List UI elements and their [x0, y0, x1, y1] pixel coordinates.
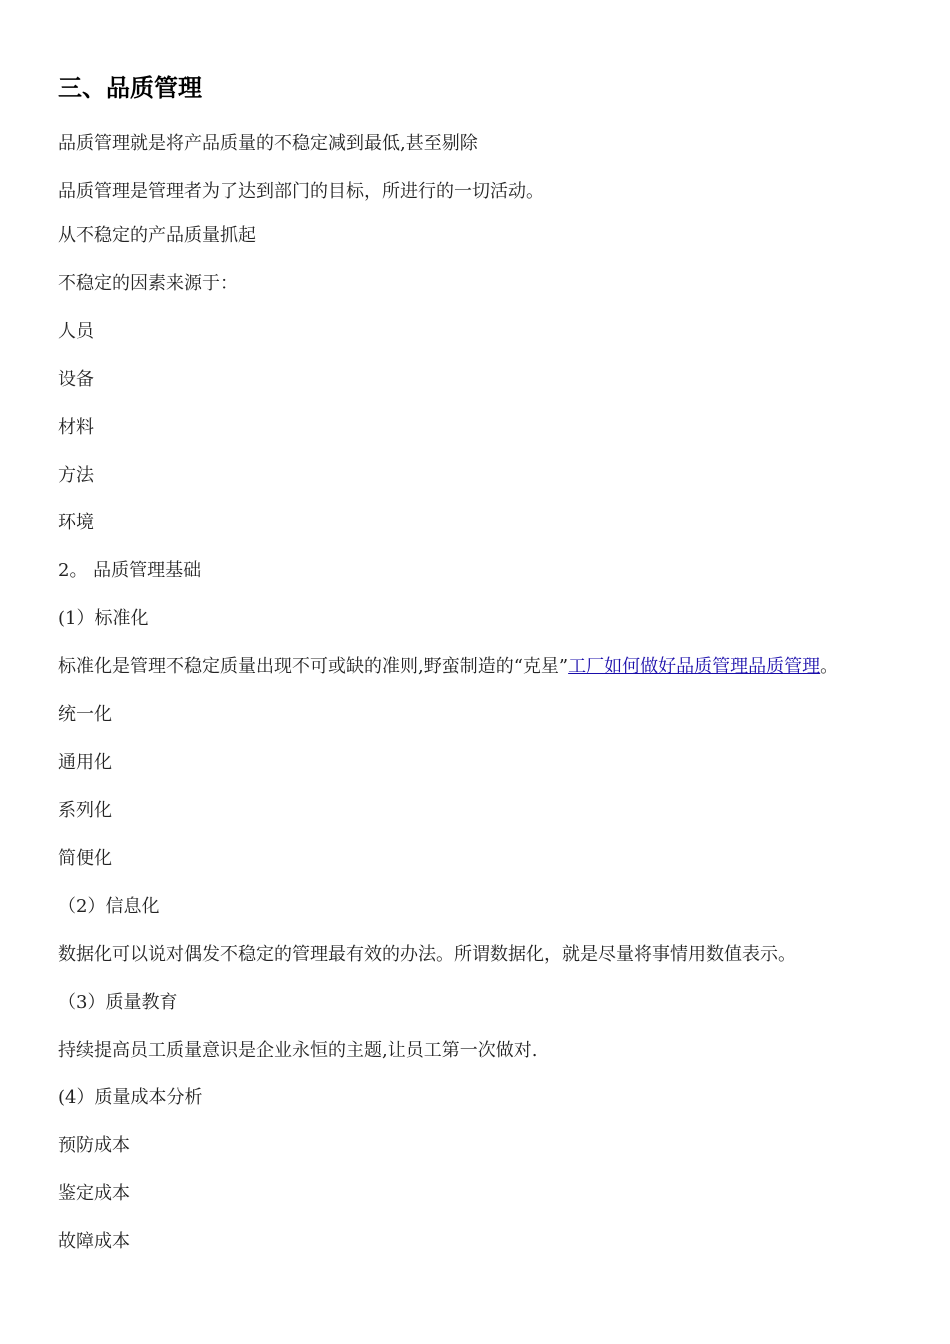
paragraph-sources-heading: 不稳定的因素来源于：: [58, 273, 238, 294]
list-item-generalization: 通用化: [58, 752, 112, 773]
list-item-prevention-cost: 预防成本: [58, 1135, 130, 1156]
standardization-end: 。: [820, 656, 839, 677]
paragraph-purpose: 品质管理是管理者为了达到部门的目标，所进行的一切活动。: [58, 181, 544, 202]
list-item-personnel: 人员: [58, 321, 94, 342]
paragraph-start: 从不稳定的产品质量抓起: [58, 225, 256, 246]
paragraph-definition: 品质管理就是将产品质量的不稳定减到最低,甚至剔除: [58, 133, 478, 154]
list-item-environment: 环境: [58, 512, 94, 533]
subheading-quality-education: （3）质量教育: [58, 992, 178, 1013]
standardization-text: 标准化是管理不稳定质量出现不可或缺的准则,野蛮制造的“克星”: [58, 656, 569, 677]
list-item-failure-cost: 故障成本: [58, 1231, 130, 1252]
paragraph-standardization: [58, 654, 838, 680]
factory-quality-link[interactable]: 工厂如何做好品质管理品质管理: [568, 656, 821, 677]
paragraph-education: 持续提高员工质量意识是企业永恒的主题,让员工第一次做对.: [58, 1040, 538, 1061]
subheading-informatization: （2）信息化: [58, 896, 160, 917]
subheading-standardization: (1）标准化: [58, 608, 149, 629]
list-item-unification: 统一化: [58, 704, 112, 725]
section-title: 三、品质管理: [58, 74, 202, 102]
list-item-methods: 方法: [58, 465, 94, 486]
list-item-equipment: 设备: [58, 369, 94, 390]
subheading-cost-analysis: (4）质量成本分析: [58, 1087, 203, 1108]
list-item-serialization: 系列化: [58, 800, 112, 821]
list-item-appraisal-cost: 鉴定成本: [58, 1183, 130, 1204]
list-item-simplification: 简便化: [58, 848, 112, 869]
list-item-materials: 材料: [58, 417, 94, 438]
paragraph-data: 数据化可以说对偶发不稳定的管理最有效的办法。所谓数据化，就是尽量将事情用数值表示。: [58, 944, 796, 965]
subheading-basics: 2。 品质管理基础: [58, 560, 202, 581]
